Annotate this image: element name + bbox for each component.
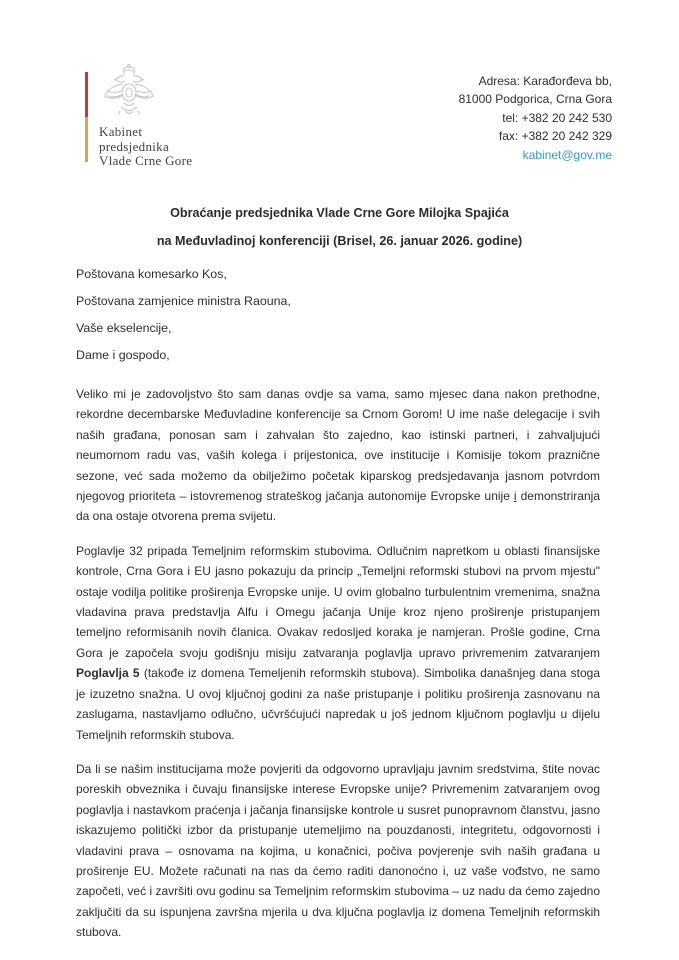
brand-accent-bar <box>85 72 88 162</box>
salutation-line-1: Poštovana komesarko Kos, <box>76 267 227 281</box>
text-run: Poglavlja 5 <box>76 666 140 681</box>
letter-body <box>76 384 600 957</box>
phone-line: tel: +382 20 242 530 <box>502 110 612 125</box>
text-run: Da li se našim institucijama može povjeriti da odgovorno upravljaju javnim sredstvima, štite novac poreskih obveznika i čuvaju finansijske interese Evropske unije? Privremenim zatvaranjem ovog poglavlja i nastavkom praćenja i jačanja finansijske kontrole u susret punopravnom članstvu, jasno iskazujemo politički izbor da pristupanje utemeljimo na pouzdanosti, integritetu, odgovornosti i vladavini prava – osnovama na kojima, u konačnici, počiva povjerenje svih naših građana u proširenje EU. Možete računati na nas da ćemo raditi danonoćno i, uz vaše vođstvo, ne samo započeti, već i završiti ovu godinu sa Temeljnim reformskim stubovima – uz nadu da ćemo zajedno zaključiti da su ispunjena završna mjerila u dva ključna poglavlja iz domena Temeljnih reformskih stubova. <box>76 761 600 940</box>
text-run: i <box>513 489 517 504</box>
paragraph-3 <box>76 759 600 943</box>
org-name-line-2: predsjednika <box>99 138 170 154</box>
paragraph-2 <box>76 541 600 745</box>
fax-line: fax: +382 20 242 329 <box>498 129 612 144</box>
montenegro-coat-of-arms-icon <box>100 63 158 121</box>
org-name-line-3: Vlade Crne Gore <box>99 153 193 168</box>
document-title-line-2: na Međuvladinoj konferenciji (Brisel, 26. januar 2026. godine) <box>156 234 523 248</box>
text-run: Veliko mi je zadovoljstvo što sam danas ovdje sa vama, samo mjesec dana nakon prethodne, rekordne decembarske Međuvladine konferencije sa Crnom Gorom! U ime naše delegacije i svih naših građana, ponosan sam i zahvalan što zajedno, kao istinski partneri, i zahvaljujući neumornom radu vas, vaših kolega i prijestonica, ove institucije i Komisije tokom praznične sezone, već sada možemo da obilježimo početak kiparskog predsjedavanja jasnom potvrdom njegovog prioriteta – istovremenog strateškog jačanja autonomije Evropske unije <box>76 387 600 504</box>
text-run: demonstriranja da ona ostaje otvorena prema svijetu. <box>76 489 600 524</box>
brand-bar-red-segment <box>85 72 88 117</box>
salutation-line-4: Dame i gospodo, <box>76 348 170 362</box>
email-link[interactable]: kabinet@gov.me <box>522 147 612 162</box>
org-name <box>99 125 192 169</box>
salutation-block <box>76 268 291 376</box>
salutation-line-3: Vaše ekselencije, <box>76 321 172 335</box>
address-line-1: Adresa: Karađorđeva bb, <box>478 74 612 88</box>
document-title <box>0 199 679 255</box>
brand-bar-gold-segment <box>85 117 88 162</box>
text-run: (takođe iz domena Temeljenih reformskih stubova). Simbolika današnjeg dana stoga je izuzetno snažna. U ovoj ključnoj godini za naše pristupanje i politiku proširenja zasnovanu na zaslugama, nastavljamo odlučno, učvršćujući napredak u još jednom ključnom poglavlju u dijelu Temeljnih reformskih stubova. <box>76 666 600 742</box>
paragraph-1 <box>76 384 600 527</box>
contact-info <box>459 72 612 164</box>
document-title-line-1: Obraćanje predsjednika Vlade Crne Gore Milojka Spajića <box>170 206 509 220</box>
salutation-line-2: Poštovana zamjenice ministra Raouna, <box>76 294 291 308</box>
org-name-line-1: Kabinet <box>99 124 143 139</box>
text-run: Poglavlje 32 pripada Temeljnim reformskim stubovima. Odlučnim napretkom u oblasti finansijske kontrole, Crna Gora i EU jasno pokazuju da princip „Temeljni reformski stubovi na prvom mjestu" ostaje vodilja politike proširenja Evropske unije. U ovim globalno turbulentnim vremenima, snažna vladavina prava predstavlja Alfu i Omegu jačanja Unije kroz njeno proširenje pristupanjem temeljno reformisanih novih članica. Ovakav redosljed koraka je namjeran. Prošle godine, Crna Gora je započela svoju godišnju misiju zatvaranja poglavlja upravo privremenim zatvaranjem <box>76 543 600 660</box>
address-line-2: 81000 Podgorica, Crna Gora <box>458 92 612 107</box>
